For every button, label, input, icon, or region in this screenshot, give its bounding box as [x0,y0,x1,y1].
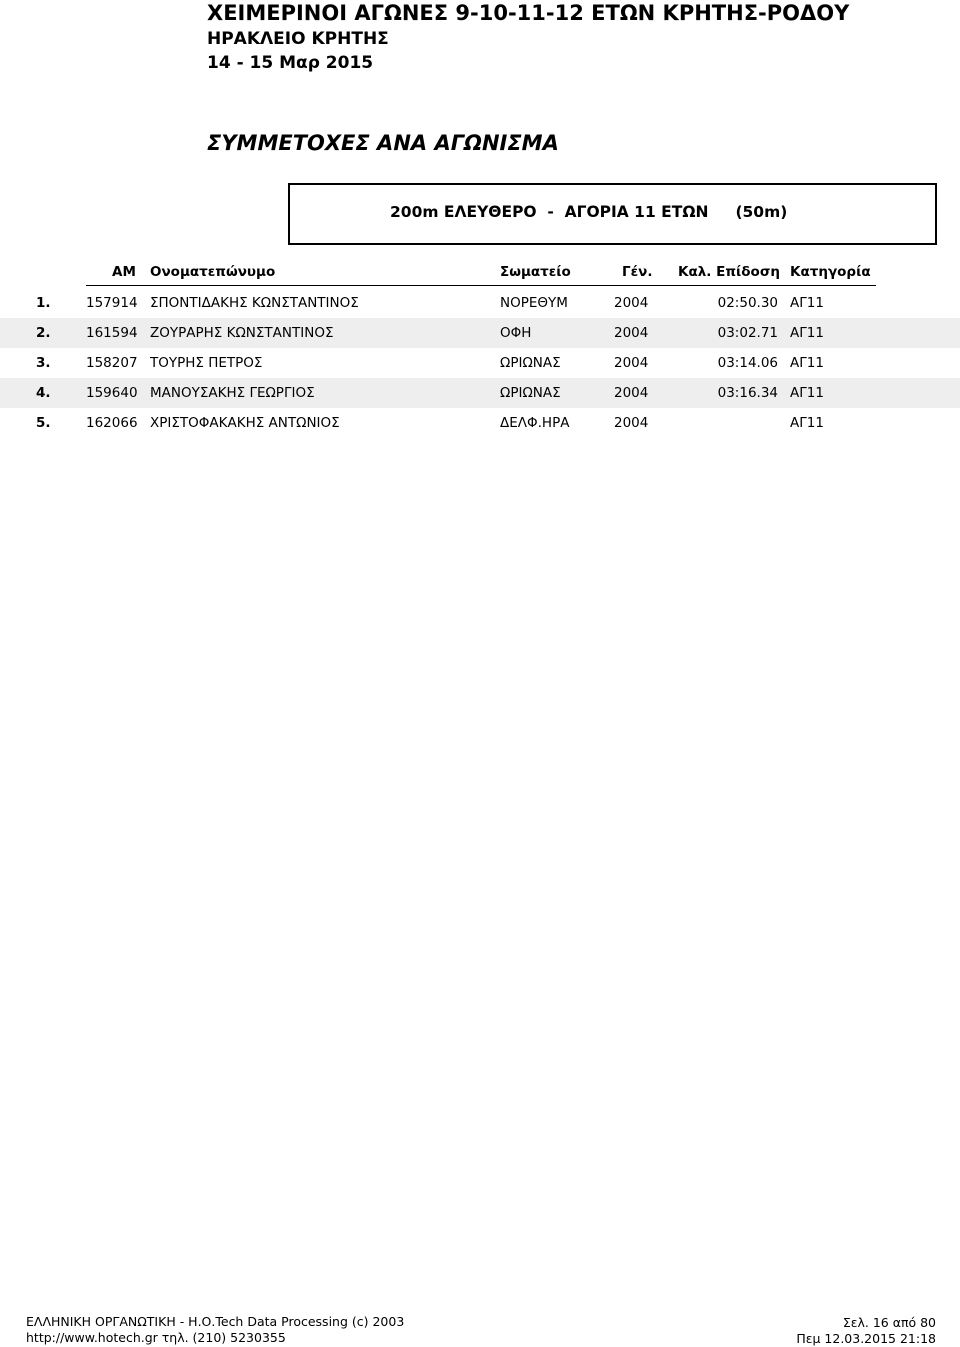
footer-org: ΕΛΛΗΝΙΚΗ ΟΡΓΑΝΩΤΙΚΗ - Η.Ο.Tech Data Processing (c) 2003 [26,1314,405,1329]
club: ΔΕΛΦ.ΗΡΑ [500,415,570,431]
club: ΝΟΡΕΘΥΜ [500,295,568,311]
category: ΑΓ11 [790,325,824,341]
athlete-id: 158207 [86,355,138,371]
athlete-id: 159640 [86,385,138,401]
birth-year: 2004 [614,385,649,401]
club: ΩΡΙΩΝΑΣ [500,355,561,371]
category: ΑΓ11 [790,355,824,371]
rank: 1. [36,295,51,311]
entry-time: 03:14.06 [717,355,778,371]
col-club: Σωματείο [500,264,571,280]
athlete-id: 157914 [86,295,138,311]
table-row [0,408,960,438]
athlete-name: ΤΟΥΡΗΣ ΠΕΤΡΟΣ [150,355,263,371]
col-year: Γέν. [622,264,653,280]
col-time: Καλ. Επίδοση [678,264,780,280]
table-row [0,288,960,318]
birth-year: 2004 [614,295,649,311]
rank: 4. [36,385,51,401]
athlete-id: 161594 [86,325,138,341]
section-title: ΣΥΜΜΕΤΟΧΕΣ ΑΝΑ ΑΓΩΝΙΣΜΑ [207,131,559,155]
club: ΩΡΙΩΝΑΣ [500,385,561,401]
meet-dates: 14 - 15 Μαρ 2015 [207,53,374,73]
table-row [0,378,960,408]
meet-location: ΗΡΑΚΛΕΙΟ ΚΡΗΤΗΣ [207,29,389,49]
meet-title: ΧΕΙΜΕΡΙΝΟΙ ΑΓΩΝΕΣ 9-10-11-12 ΕΤΩΝ ΚΡΗΤΗΣ-ΡΟΔΟΥ [207,1,850,25]
club: ΟΦΗ [500,325,532,341]
column-header-row [0,262,960,286]
birth-year: 2004 [614,325,649,341]
header-divider [86,285,876,286]
athlete-name: ΣΠΟΝΤΙΔΑΚΗΣ ΚΩΝΣΤΑΝΤΙΝΟΣ [150,295,359,311]
category: ΑΓ11 [790,385,824,401]
athlete-name: ΧΡΙΣΤΟΦΑΚΑΚΗΣ ΑΝΤΩΝΙΟΣ [150,415,340,431]
athlete-name: ΖΟΥΡΑΡΗΣ ΚΩΝΣΤΑΝΤΙΝΟΣ [150,325,334,341]
category: ΑΓ11 [790,415,824,431]
category: ΑΓ11 [790,295,824,311]
footer-contact: http://www.hotech.gr τηλ. (210) 5230355 [26,1330,286,1345]
athlete-id: 162066 [86,415,138,431]
birth-year: 2004 [614,415,649,431]
col-name: Ονοματεπώνυμο [150,264,276,280]
entry-time: 02:50.30 [717,295,778,311]
col-am: ΑΜ [112,264,136,280]
entry-time: 03:02.71 [717,325,778,341]
page-number: Σελ. 16 από 80 [842,1315,936,1330]
rank: 3. [36,355,51,371]
table-row [0,348,960,378]
event-title: 200m ΕΛΕΥΘΕΡΟ - ΑΓΟΡΙΑ 11 ΕΤΩΝ (50m) [390,203,788,221]
col-category: Κατηγορία [790,264,871,280]
rank: 2. [36,325,51,341]
birth-year: 2004 [614,355,649,371]
athlete-name: ΜΑΝΟΥΣΑΚΗΣ ΓΕΩΡΓΙΟΣ [150,385,315,401]
print-timestamp: Πεμ 12.03.2015 21:18 [796,1331,936,1346]
rank: 5. [36,415,51,431]
table-row [0,318,960,348]
entry-time: 03:16.34 [717,385,778,401]
